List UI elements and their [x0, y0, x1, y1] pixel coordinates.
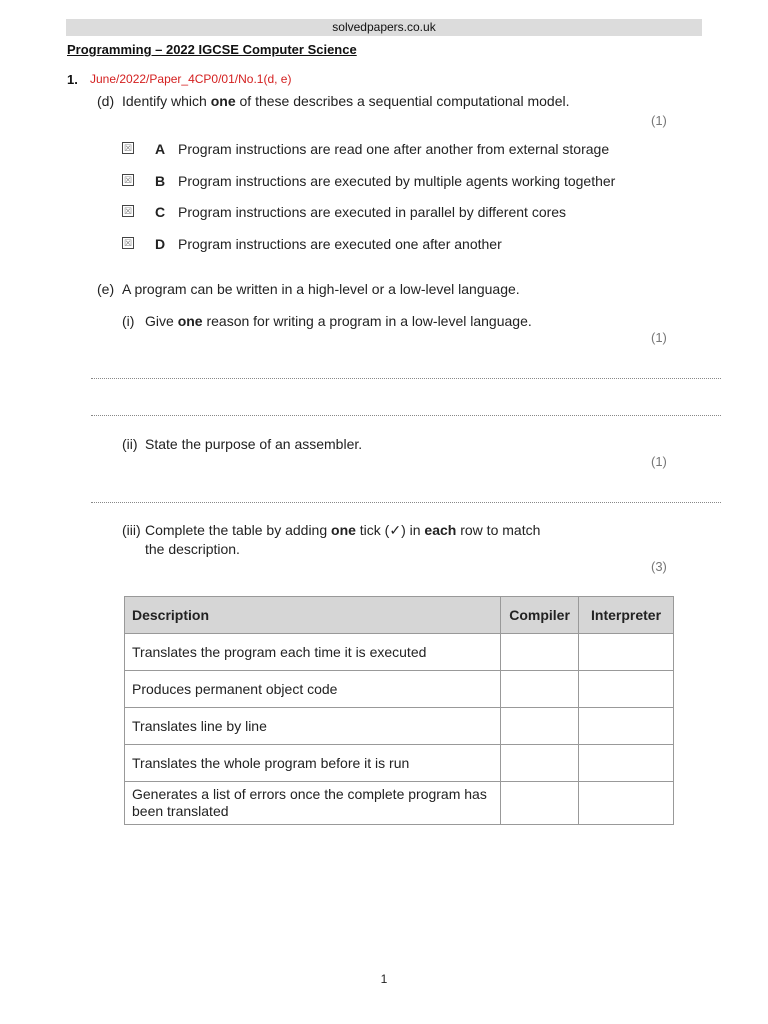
part-e-text: A program can be written in a high-level or a low-level language.	[122, 281, 520, 297]
compiler-interpreter-table	[124, 596, 674, 825]
option-a-text: Program instructions are read one after another from external storage	[178, 141, 610, 157]
answer-line-e-i-1[interactable]	[91, 378, 721, 379]
part-d-marks: (1)	[651, 113, 667, 128]
compiler-tick-cell[interactable]	[501, 708, 579, 745]
answer-line-e-ii[interactable]	[91, 502, 721, 503]
part-d-text-post: of these describes a sequential computational model.	[235, 93, 570, 109]
part-e-ii-marks: (1)	[651, 454, 667, 469]
part-e-iii-text-bold1: one	[331, 522, 356, 538]
part-e-i-text-bold: one	[177, 313, 203, 329]
header-compiler: Compiler	[501, 597, 579, 634]
part-e-iii-marks: (3)	[651, 559, 667, 574]
row-description: Produces permanent object code	[125, 671, 501, 708]
row-description: Translates line by line	[125, 708, 501, 745]
interpreter-tick-cell[interactable]	[579, 708, 674, 745]
option-d-checkbox[interactable]: ☒	[123, 238, 133, 248]
option-d-letter: D	[155, 236, 166, 252]
compiler-tick-cell[interactable]	[501, 745, 579, 782]
option-a-letter: A	[155, 141, 166, 157]
part-e-iii-text-mid: tick (✓) in	[355, 522, 425, 538]
table-row	[125, 671, 674, 708]
table-row	[125, 782, 674, 825]
part-e-iii-text-pre: Complete the table by adding	[145, 522, 332, 538]
interpreter-tick-cell[interactable]	[579, 671, 674, 708]
option-b-checkbox[interactable]: ☒	[123, 175, 133, 185]
row-description: Translates the whole program before it is run	[125, 745, 501, 782]
row-description: Generates a list of errors once the complete program has been translated	[125, 782, 501, 825]
answer-line-e-i-2[interactable]	[91, 415, 721, 416]
interpreter-tick-cell[interactable]	[579, 745, 674, 782]
part-e-ii-text: State the purpose of an assembler.	[145, 436, 363, 452]
option-d-text: Program instructions are executed one after another	[178, 236, 502, 252]
part-d-question	[122, 93, 569, 109]
document-title: Programming – 2022 IGCSE Computer Science	[67, 42, 357, 57]
site-header	[66, 19, 702, 36]
part-d-text-pre: Identify which	[122, 93, 211, 109]
compiler-tick-cell[interactable]	[501, 782, 579, 825]
part-e-iii-line2: the description.	[145, 541, 240, 557]
table-row	[125, 634, 674, 671]
part-d-label: (d)	[97, 93, 115, 109]
table-header-row	[125, 597, 674, 634]
part-e-ii-label: (ii)	[122, 436, 138, 452]
part-e-i-label: (i)	[122, 313, 135, 329]
part-e-i-text-post: reason for writing a program in a low-level language.	[202, 313, 532, 329]
part-e-i-marks: (1)	[651, 330, 667, 345]
part-e-i-text-pre: Give	[145, 313, 178, 329]
option-b-text: Program instructions are executed by multiple agents working together	[178, 173, 616, 189]
part-e-iii-label: (iii)	[122, 522, 141, 538]
part-e-label: (e)	[97, 281, 115, 297]
header-interpreter: Interpreter	[579, 597, 674, 634]
part-e-iii-question	[145, 522, 540, 539]
table-row	[125, 708, 674, 745]
question-number: 1.	[67, 72, 78, 87]
compiler-tick-cell[interactable]	[501, 671, 579, 708]
option-b-letter: B	[155, 173, 166, 189]
row-description: Translates the program each time it is executed	[125, 634, 501, 671]
site-name: solvedpapers.co.uk	[332, 20, 436, 34]
page-number: 1	[380, 972, 388, 986]
part-e-iii-text-post: row to match	[456, 522, 541, 538]
part-e-iii-text-bold2: each	[424, 522, 457, 538]
part-d-text-bold: one	[210, 93, 236, 109]
compiler-tick-cell[interactable]	[501, 634, 579, 671]
option-c-checkbox[interactable]: ☒	[123, 206, 133, 216]
option-c-letter: C	[155, 204, 166, 220]
question-reference: June/2022/Paper_4CP0/01/No.1(d, e)	[90, 72, 292, 86]
table-row	[125, 745, 674, 782]
interpreter-tick-cell[interactable]	[579, 634, 674, 671]
option-a-checkbox[interactable]: ☒	[123, 143, 133, 153]
interpreter-tick-cell[interactable]	[579, 782, 674, 825]
option-c-text: Program instructions are executed in parallel by different cores	[178, 204, 567, 220]
header-description: Description	[125, 597, 501, 634]
part-e-i-question	[145, 313, 532, 329]
